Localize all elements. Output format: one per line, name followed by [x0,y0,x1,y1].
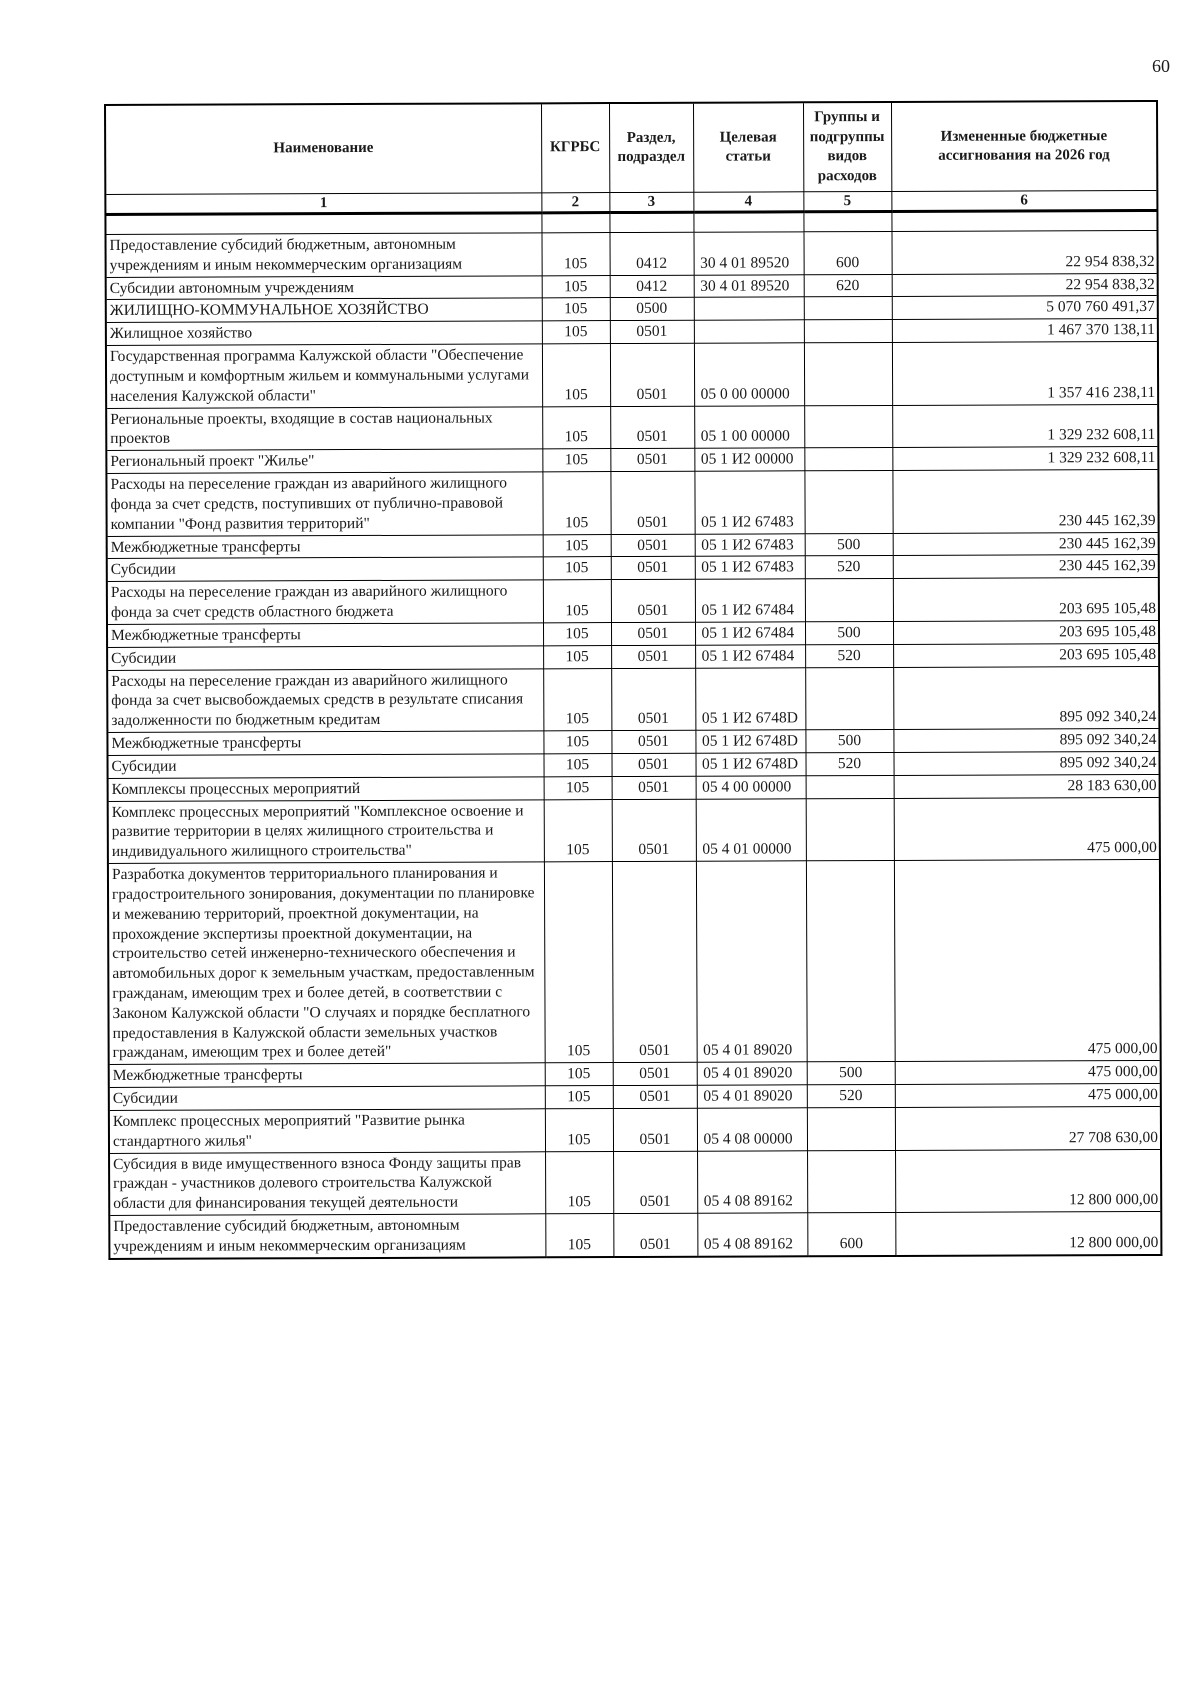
row-name: Комплекс процессных мероприятий "Комплексное освоение и развитие территории в целях жилищного строительства и индивидуального жилищного строительства" [108,799,544,863]
row-kgrbs: 105 [543,580,611,623]
row-group [805,667,893,730]
row-target: 05 1 И2 67484 [695,579,805,622]
column-number: 4 [693,192,803,212]
row-section: 0501 [611,730,695,753]
row-name: Субсидии автономным учреждениям [106,275,542,300]
row-group [804,405,892,448]
row-group: 600 [803,231,891,274]
row-group [804,343,892,406]
row-name: Субсидии [108,754,544,779]
row-group: 500 [807,1062,895,1085]
row-kgrbs: 105 [543,645,611,668]
row-kgrbs: 105 [543,534,611,557]
row-target: 05 4 08 89162 [697,1213,807,1257]
row-amount: 28 183 630,00 [894,774,1160,798]
row-amount: 895 092 340,24 [893,751,1159,775]
row-section: 0501 [610,343,694,406]
row-name: Межбюджетные трансферты [107,534,543,559]
row-target: 05 4 01 89020 [697,1062,807,1085]
row-section: 0501 [610,406,694,449]
row-amount: 475 000,00 [895,1084,1161,1108]
row-name: Государственная программа Калужской области "Обеспечение доступным и комфортным жильем и коммунальными услугами населения Калужской области" [106,344,542,408]
row-section: 0501 [611,557,695,580]
table-row [108,797,1160,864]
row-target: 05 1 И2 67483 [695,556,805,579]
row-target: 05 1 И2 67484 [695,645,805,668]
row-section: 0501 [611,579,695,622]
row-kgrbs: 105 [544,799,612,862]
table-body [105,210,1161,1258]
row-name: Жилищное хозяйство [106,321,542,346]
row-name: Региональный проект "Жилье" [106,449,542,474]
table-row [109,1106,1161,1153]
table-row [106,342,1158,409]
column-number: 1 [105,193,541,215]
table-row [108,859,1161,1064]
row-amount: 5 070 760 491,37 [892,296,1158,320]
header-group: Группы и подгруппы видов расходов [803,102,891,192]
row-target: 05 0 00 00000 [694,343,804,406]
row-name: Разработка документов территориального планирования и градостроительного зонирования, документации по планировке и межеванию территорий, проектной документации, на прохождение экспертизы проектной документации, на строительство сетей инженерно-технического обеспечения и автомобильных дорог к земельным участкам, предоставленным гражданам, имеющим трех и более детей, в соответствии с Законом Калужской области "О случаях и порядке бесплатного предоставления в Калужской области земельных участков гражданам, имеющим трех и более детей" [108,862,545,1065]
row-amount: 1 329 232 608,11 [892,404,1158,448]
row-section: 0412 [610,275,694,298]
row-amount: 475 000,00 [895,1061,1161,1085]
row-target: 05 1 И2 00000 [694,448,804,471]
row-amount: 475 000,00 [894,859,1161,1061]
row-amount: 895 092 340,24 [893,666,1159,730]
row-section: 0501 [610,471,694,534]
row-amount: 895 092 340,24 [893,728,1159,752]
row-section: 0501 [611,622,695,645]
row-group: 500 [805,533,893,556]
row-group: 500 [805,730,893,753]
row-amount: 230 445 162,39 [892,470,1158,534]
column-number: 3 [609,192,693,212]
row-kgrbs: 105 [542,406,610,449]
row-name: Субсидии [109,1086,545,1111]
row-kgrbs: 105 [544,862,613,1064]
header-row [105,101,1157,195]
table-row [106,404,1158,451]
row-name: Межбюджетные трансферты [107,731,543,756]
row-kgrbs: 105 [545,1151,613,1214]
row-group [804,320,892,343]
row-group [805,579,893,622]
row-section: 0501 [612,776,696,799]
row-name: Субсидии [107,646,543,671]
row-section: 0501 [610,449,694,472]
row-name: Расходы на переселение граждан из аварийного жилищного фонда за счет средств, поступивших от публично-правовой компании "Фонд развития территорий" [106,472,542,536]
header-amount: Измененные бюджетные ассигнования на 2026 год [891,101,1157,192]
row-amount: 12 800 000,00 [895,1212,1161,1256]
row-kgrbs: 105 [542,344,610,407]
row-target: 30 4 01 89520 [693,232,803,275]
row-amount: 203 695 105,48 [893,620,1159,644]
row-amount: 1 467 370 138,11 [892,319,1158,343]
row-section: 0501 [613,1213,697,1256]
row-name: ЖИЛИЩНО-КОММУНАЛЬНОЕ ХОЗЯЙСТВО [106,298,542,323]
row-kgrbs: 105 [545,1063,613,1086]
row-kgrbs: 105 [542,449,610,472]
row-section: 0500 [610,298,694,321]
row-amount: 203 695 105,48 [893,643,1159,667]
row-target: 05 1 И2 6748D [695,667,805,730]
row-amount: 230 445 162,39 [893,555,1159,579]
row-kgrbs: 105 [541,233,609,276]
row-name: Комплекс процессных мероприятий "Развитие рынка стандартного жилья" [109,1109,545,1153]
table-row [106,230,1158,277]
row-target [694,297,804,320]
column-number: 6 [891,190,1157,211]
row-kgrbs: 105 [545,1109,613,1152]
row-kgrbs: 105 [542,298,610,321]
row-name: Расходы на переселение граждан из аварийного жилищного фонда за счет высвобождаемых средств в результате списания задолженности по бюджетным кредитам [107,668,543,732]
row-group: 520 [805,644,893,667]
row-target: 05 4 01 89020 [696,861,807,1063]
row-name: Предоставление субсидий бюджетным, автономным учреждениям и иным некоммерческим организациям [109,1214,545,1259]
row-target: 05 4 01 00000 [696,798,806,861]
row-target: 05 1 И2 67483 [695,533,805,556]
row-name: Предоставление субсидий бюджетным, автономным учреждениям и иным некоммерческим организациям [106,233,542,277]
column-number: 5 [803,191,891,211]
row-group [804,448,892,471]
header-name: Наименование [105,103,541,194]
table-row [109,1212,1161,1259]
row-group: 520 [807,1085,895,1108]
row-name: Расходы на переселение граждан из аварийного жилищного фонда за счет средств областного бюджета [107,580,543,624]
row-name: Региональные проекты, входящие в состав национальных проектов [106,406,542,450]
row-target: 30 4 01 89520 [694,274,804,297]
row-target: 05 1 И2 67484 [695,622,805,645]
row-amount: 230 445 162,39 [893,532,1159,556]
row-section: 0501 [611,753,695,776]
page-number: 60 [1152,56,1170,76]
row-group [807,1107,895,1150]
header-target: Целевая статьи [693,102,803,192]
row-amount: 1 329 232 608,11 [892,447,1158,471]
table-row [107,666,1159,733]
column-number: 2 [541,193,609,213]
row-kgrbs: 105 [543,731,611,754]
row-section: 0501 [611,645,695,668]
row-target: 05 1 И2 6748D [695,753,805,776]
row-group [806,860,895,1062]
row-target: 05 1 И2 6748D [695,730,805,753]
table-row [107,578,1159,625]
row-section: 0501 [611,668,695,731]
row-kgrbs: 105 [543,668,611,731]
row-amount: 12 800 000,00 [895,1149,1161,1213]
row-target: 05 4 08 00000 [697,1108,807,1151]
row-amount: 1 357 416 238,11 [892,342,1158,406]
row-name: Субсидии [107,557,543,582]
row-group [804,471,892,534]
row-group [804,297,892,320]
row-group: 520 [805,752,893,775]
row-group [806,798,894,861]
table-row [109,1149,1161,1216]
row-group: 620 [804,274,892,297]
row-section: 0501 [613,1063,697,1086]
row-section: 0501 [613,1151,697,1214]
row-kgrbs: 105 [543,557,611,580]
row-amount: 203 695 105,48 [893,578,1159,622]
row-group [806,775,894,798]
row-name: Межбюджетные трансферты [109,1063,545,1088]
row-group: 600 [807,1213,895,1256]
row-kgrbs: 105 [545,1086,613,1109]
budget-table-wrapper [104,100,1160,1260]
row-group: 500 [805,621,893,644]
row-target: 05 1 00 00000 [694,405,804,448]
row-section: 0501 [612,861,697,1063]
row-group: 520 [805,556,893,579]
row-target: 05 4 08 89162 [697,1150,807,1213]
row-group [807,1150,895,1213]
row-kgrbs: 105 [543,753,611,776]
table-row [106,470,1158,537]
row-kgrbs: 105 [542,321,610,344]
row-section: 0501 [613,1085,697,1108]
row-target [694,320,804,343]
row-amount: 27 708 630,00 [895,1106,1161,1150]
row-section: 0501 [613,1108,697,1151]
row-amount: 475 000,00 [894,797,1160,861]
row-name: Субсидия в виде имущественного взноса Фонду защиты прав граждан - участников долевого строительства Калужской области для финансирования текущей деятельности [109,1151,545,1215]
row-amount: 22 954 838,32 [891,230,1157,274]
header-kgrbs: КГРБС [541,103,609,193]
row-section: 0501 [612,799,696,862]
row-kgrbs: 105 [544,776,612,799]
row-kgrbs: 105 [543,622,611,645]
row-section: 0501 [611,534,695,557]
row-target: 05 4 00 00000 [696,776,806,799]
row-kgrbs: 105 [545,1214,613,1257]
row-name: Комплексы процессных мероприятий [108,777,544,802]
row-section: 0501 [610,321,694,344]
row-name: Межбюджетные трансферты [107,623,543,648]
row-kgrbs: 105 [542,472,610,535]
row-target: 05 4 01 89020 [697,1085,807,1108]
row-amount: 22 954 838,32 [892,273,1158,297]
row-section: 0412 [609,232,693,275]
row-kgrbs: 105 [542,275,610,298]
row-target: 05 1 И2 67483 [694,471,804,534]
header-section: Раздел, подраздел [609,103,693,193]
budget-table [104,100,1162,1260]
